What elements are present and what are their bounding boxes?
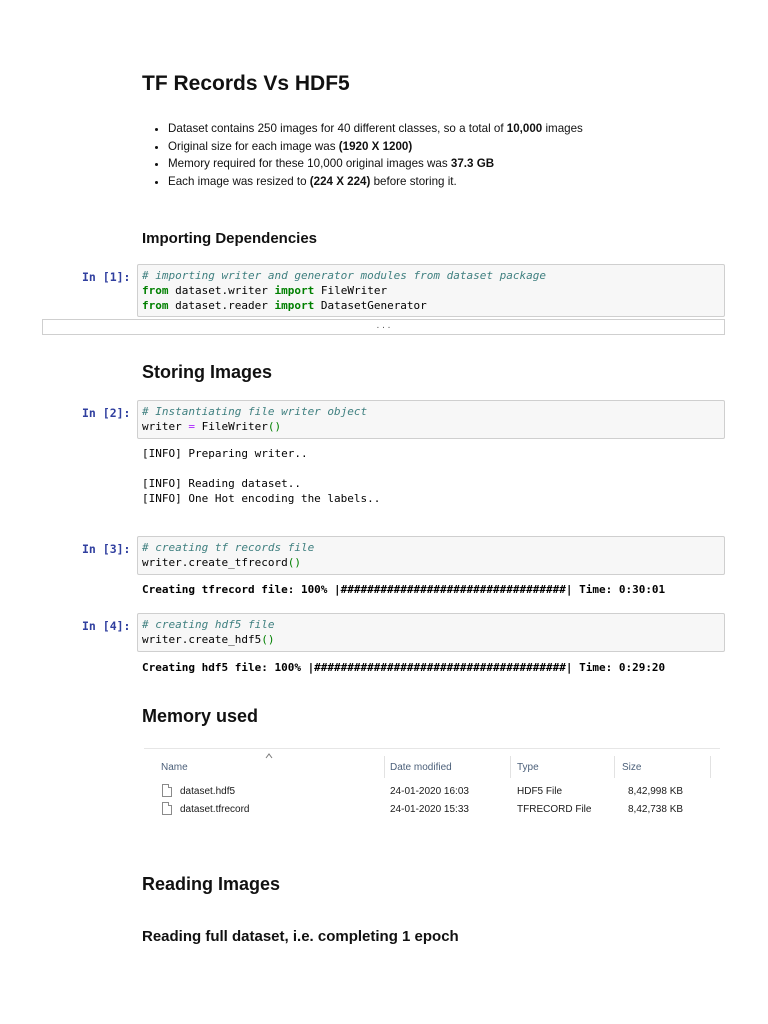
code-comment: # creating hdf5 file xyxy=(142,618,275,631)
file-icon xyxy=(162,784,172,797)
file-type: HDF5 File xyxy=(517,786,563,797)
cell-3-prompt: In [3]: xyxy=(82,542,131,556)
cell-2-prompt: In [2]: xyxy=(82,406,131,420)
code-paren: () xyxy=(261,633,275,646)
column-header-size[interactable]: Size xyxy=(622,762,642,773)
column-header-date-modified[interactable]: Date modified xyxy=(390,762,452,773)
module-name: dataset.writer xyxy=(168,284,275,297)
heading-storing-images: Storing Images xyxy=(142,362,273,382)
code-text: writer xyxy=(142,420,189,433)
code-comment: # creating tf records file xyxy=(142,541,315,554)
collapsed-output-toggle[interactable]: . . . xyxy=(42,319,725,335)
file-type: TFRECORD File xyxy=(517,804,592,815)
keyword-import: import xyxy=(274,299,315,312)
sort-ascending-icon xyxy=(265,752,273,760)
cell-3-code[interactable] xyxy=(137,536,725,575)
column-header-type[interactable]: Type xyxy=(517,762,539,773)
cell-4-output: Creating hdf5 file: 100% |######################################| Time: 0:29:20 xyxy=(142,661,666,674)
file-icon xyxy=(162,802,172,815)
column-divider[interactable] xyxy=(384,756,385,778)
heading-memory-used: Memory used xyxy=(142,706,259,726)
cell-2-output: [INFO] Preparing writer.. [INFO] Reading dataset.. [INFO] One Hot encoding the labels.. xyxy=(142,447,381,505)
file-row-tfrecord[interactable] xyxy=(162,802,702,818)
cell-2-code[interactable] xyxy=(137,400,725,439)
file-date-modified: 24-01-2020 15:33 xyxy=(390,804,469,815)
keyword-import: import xyxy=(274,284,315,297)
file-name: dataset.tfrecord xyxy=(180,804,250,815)
file-size: 8,42,998 KB xyxy=(628,786,684,797)
import-name: FileWriter xyxy=(314,284,388,297)
code-text: writer.create_hdf5 xyxy=(142,633,262,646)
code-paren: () xyxy=(287,556,301,569)
code-comment: # importing writer and generator modules from dataset package xyxy=(142,269,546,282)
file-explorer-view xyxy=(144,748,720,846)
heading-reading-full-dataset: Reading full dataset, i.e. completing 1 epoch xyxy=(142,928,459,945)
dataset-info-list xyxy=(148,120,583,190)
cell-4-code[interactable] xyxy=(137,613,725,652)
heading-importing-dependencies: Importing Dependencies xyxy=(142,230,318,247)
heading-reading-images: Reading Images xyxy=(142,874,281,894)
column-divider[interactable] xyxy=(710,756,711,778)
explorer-top-border xyxy=(144,748,720,749)
list-item: • Original size for each image was (1920 X 1200) xyxy=(168,138,583,156)
column-divider[interactable] xyxy=(614,756,615,778)
file-name: dataset.hdf5 xyxy=(180,786,236,797)
column-header-name[interactable]: Name xyxy=(161,762,188,773)
cell-1-prompt: In [1]: xyxy=(82,270,131,284)
list-item: • Each image was resized to (224 X 224) before storing it. xyxy=(168,173,583,191)
file-size: 8,42,738 KB xyxy=(628,804,684,815)
module-name: dataset.reader xyxy=(168,299,275,312)
code-operator: = xyxy=(188,420,195,433)
keyword-from: from xyxy=(142,284,169,297)
code-paren: () xyxy=(267,420,282,433)
cell-1-code[interactable] xyxy=(137,264,725,317)
page-title: TF Records Vs HDF5 xyxy=(142,72,350,95)
list-item: • Dataset contains 250 images for 40 different classes, so a total of 10,000 images xyxy=(168,120,583,138)
keyword-from: from xyxy=(142,299,169,312)
code-text: writer.create_tfrecord xyxy=(142,556,288,569)
column-divider[interactable] xyxy=(510,756,511,778)
file-date-modified: 24-01-2020 16:03 xyxy=(390,786,469,797)
code-comment: # Instantiating file writer object xyxy=(142,405,368,418)
import-name: DatasetGenerator xyxy=(314,299,427,312)
cell-3-output: Creating tfrecord file: 100% |##################################| Time: 0:30:01 xyxy=(142,583,666,596)
list-item: • Memory required for these 10,000 original images was 37.3 GB xyxy=(168,155,583,173)
cell-4-prompt: In [4]: xyxy=(82,619,131,633)
code-text: FileWriter xyxy=(194,420,268,433)
file-row-hdf5[interactable] xyxy=(162,784,702,800)
